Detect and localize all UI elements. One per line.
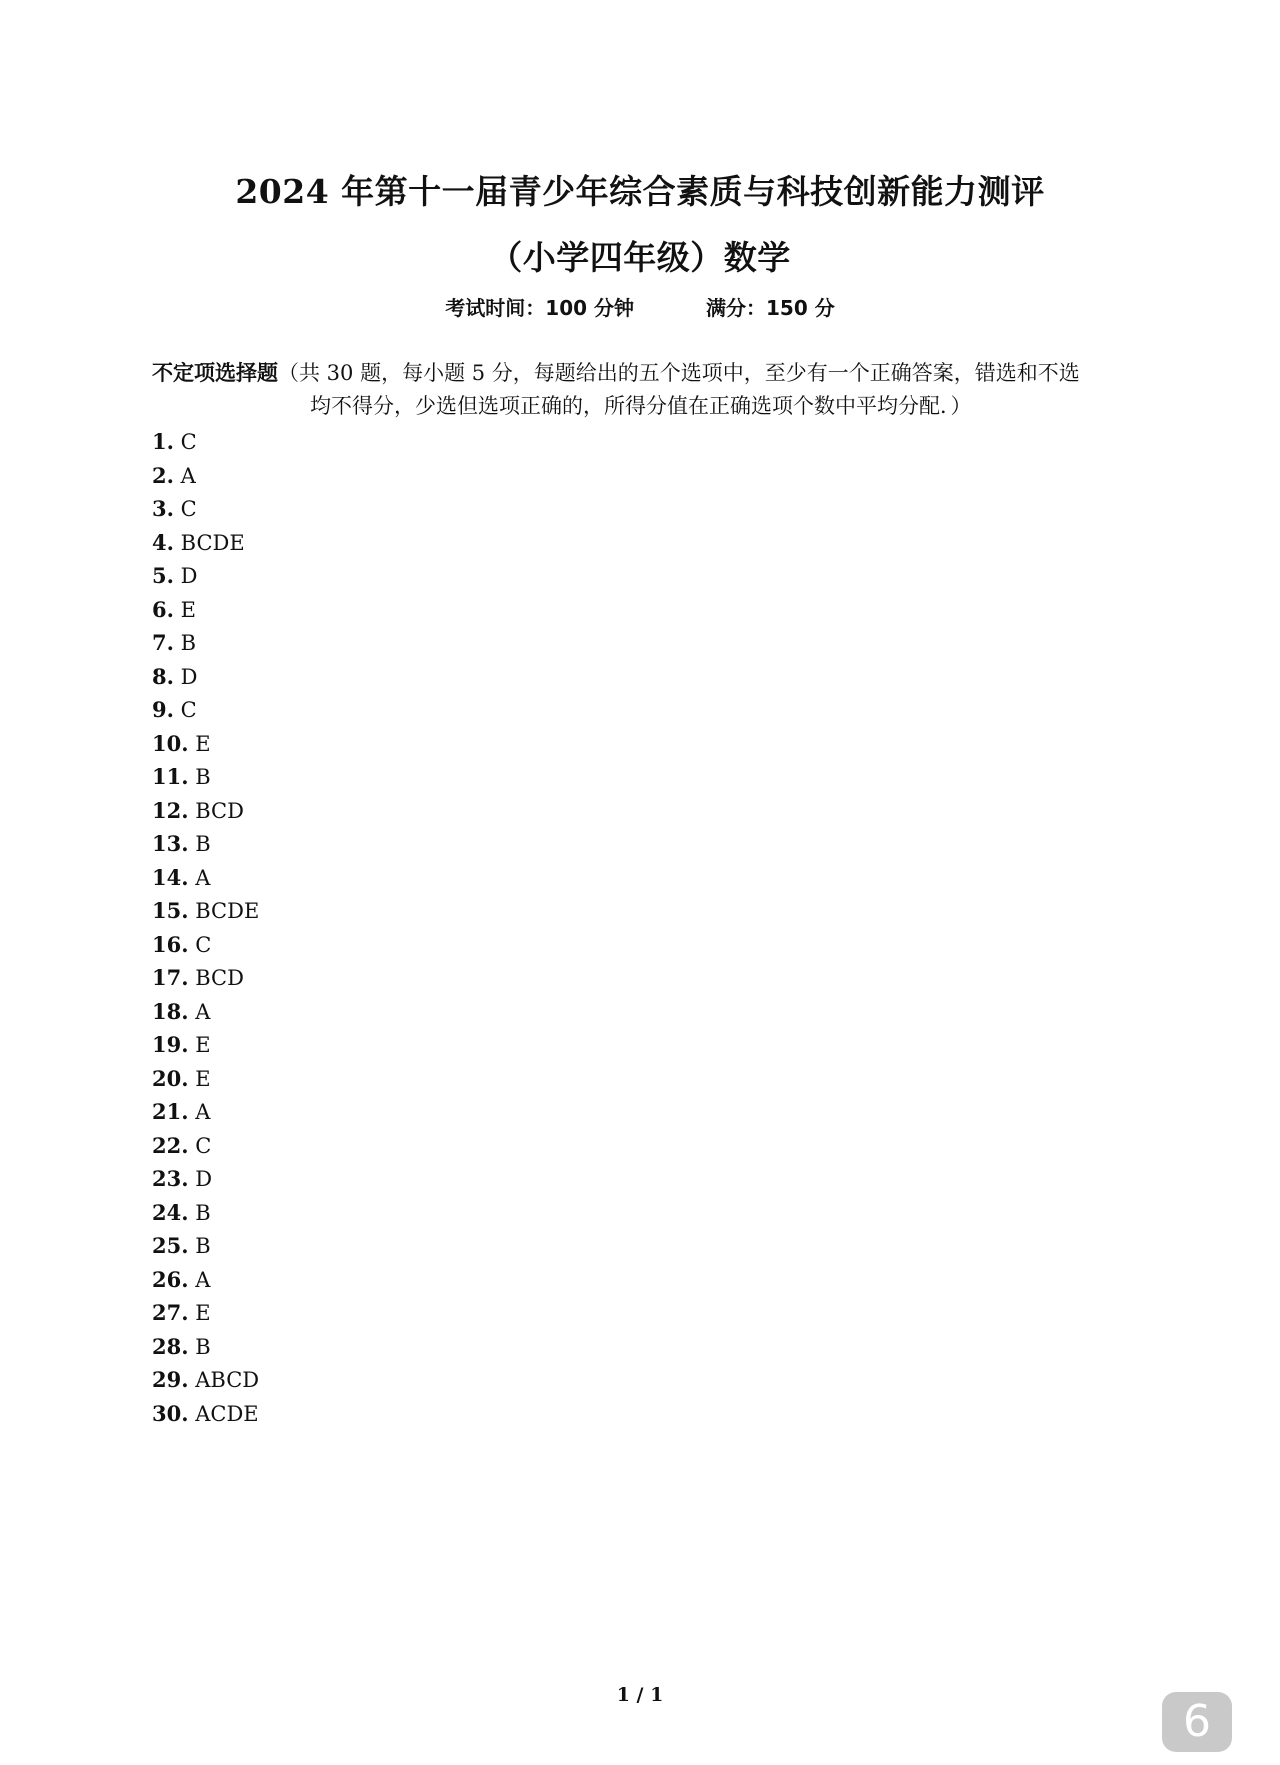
exam-meta [0, 292, 1280, 321]
answer-item [152, 1263, 259, 1297]
question-number: 11. [152, 764, 189, 789]
answer-item [152, 928, 259, 962]
answer-item [152, 526, 259, 560]
page-number: 1 / 1 [616, 1684, 664, 1706]
answer-item [152, 1330, 259, 1364]
answer-item [152, 626, 259, 660]
answer-item [152, 727, 259, 761]
question-number: 7. [152, 630, 174, 655]
question-number: 24. [152, 1199, 189, 1225]
question-number: 12. [152, 797, 189, 823]
question-number: 10. [152, 730, 189, 756]
answer-value: C [180, 698, 197, 722]
answer-value: E [180, 597, 196, 622]
answer-item [152, 1162, 259, 1196]
answer-item [152, 861, 259, 895]
answer-value: BCDE [180, 530, 245, 555]
question-number: 16. [152, 931, 189, 957]
question-number: 26. [152, 1266, 189, 1292]
answer-value: D [195, 1167, 213, 1191]
answer-item [152, 961, 259, 995]
instructions-line-1 [152, 357, 1142, 390]
answer-value: ACDE [195, 1401, 259, 1426]
question-number: 25. [152, 1233, 189, 1258]
answer-item [152, 1363, 259, 1397]
answer-value: A [180, 463, 196, 488]
instructions-line-2: 均不得分，少选但选项正确的，所得分值在正确选项个数中平均分配．） [310, 394, 972, 418]
answer-item [152, 559, 259, 593]
question-number: 9. [152, 697, 174, 722]
answer-value: A [195, 1267, 211, 1292]
answer-value: BCD [195, 798, 244, 823]
answer-item [152, 794, 259, 828]
answer-value: B [195, 832, 211, 856]
answer-value: BCDE [195, 899, 260, 923]
page-count-badge[interactable]: 6 [1162, 1692, 1232, 1752]
answer-value: E [195, 1066, 211, 1091]
answer-value: E [195, 1033, 211, 1057]
answer-item [152, 425, 259, 459]
exam-time: 考试时间：100 分钟 [445, 296, 634, 320]
answer-value: C [180, 430, 197, 454]
question-number: 5. [152, 563, 174, 588]
answer-value: E [195, 1301, 211, 1325]
answer-item [152, 492, 259, 526]
document-title: 2024 年第十一届青少年综合素质与科技创新能力测评 [235, 172, 1045, 211]
question-number: 20. [152, 1065, 189, 1091]
question-number: 1. [152, 429, 174, 454]
answer-item [152, 459, 259, 493]
question-number: 18. [152, 998, 189, 1024]
answer-value: D [180, 564, 198, 588]
question-number: 29. [152, 1367, 189, 1392]
question-number: 23. [152, 1166, 189, 1191]
question-number: 2. [152, 462, 174, 488]
answer-value: A [195, 1100, 211, 1124]
full-score: 满分：150 分 [706, 296, 835, 320]
answer-item [152, 827, 259, 861]
answer-item [152, 894, 259, 928]
question-number: 4. [152, 529, 174, 555]
answer-item [152, 760, 259, 794]
question-number: 13. [152, 831, 189, 856]
document-subtitle: （小学四年级）数学 [489, 238, 791, 277]
answer-item [152, 1028, 259, 1062]
answer-item [152, 1229, 259, 1263]
answer-value: B [195, 1200, 211, 1225]
answer-value: B [195, 1234, 211, 1258]
answer-value: BCD [195, 966, 244, 990]
question-number: 3. [152, 496, 174, 521]
question-number: 6. [152, 596, 174, 622]
answer-value: A [195, 999, 211, 1024]
answer-value: B [195, 1334, 211, 1359]
question-number: 17. [152, 965, 189, 990]
question-number: 30. [152, 1400, 189, 1426]
answer-value: B [195, 765, 211, 789]
question-number: 22. [152, 1132, 189, 1158]
answer-item [152, 1196, 259, 1230]
answer-item [152, 660, 259, 694]
answer-value: D [180, 664, 198, 689]
answer-item [152, 1062, 259, 1096]
instructions-text-1: （共 30 题，每小题 5 分，每题给出的五个选项中，至少有一个正确答案，错选和不选 [278, 361, 1080, 385]
answer-value: B [180, 631, 197, 655]
answer-item [152, 1129, 259, 1163]
answer-value: C [180, 497, 197, 521]
section-instructions [152, 357, 1142, 423]
answer-list [152, 425, 259, 1430]
answer-item [152, 995, 259, 1029]
answer-value: C [195, 1133, 212, 1158]
question-number: 28. [152, 1333, 189, 1359]
section-title: 不定项选择题 [152, 361, 278, 385]
question-number: 8. [152, 663, 174, 689]
question-number: 21. [152, 1099, 189, 1124]
answer-value: ABCD [195, 1368, 260, 1392]
question-number: 19. [152, 1032, 189, 1057]
answer-value: E [195, 731, 211, 756]
question-number: 14. [152, 864, 189, 890]
answer-item [152, 1095, 259, 1129]
answer-item [152, 693, 259, 727]
answer-value: C [195, 932, 212, 957]
answer-item [152, 593, 259, 627]
question-number: 15. [152, 898, 189, 923]
answer-item [152, 1296, 259, 1330]
answer-item [152, 1397, 259, 1431]
answer-value: A [195, 865, 211, 890]
question-number: 27. [152, 1300, 189, 1325]
